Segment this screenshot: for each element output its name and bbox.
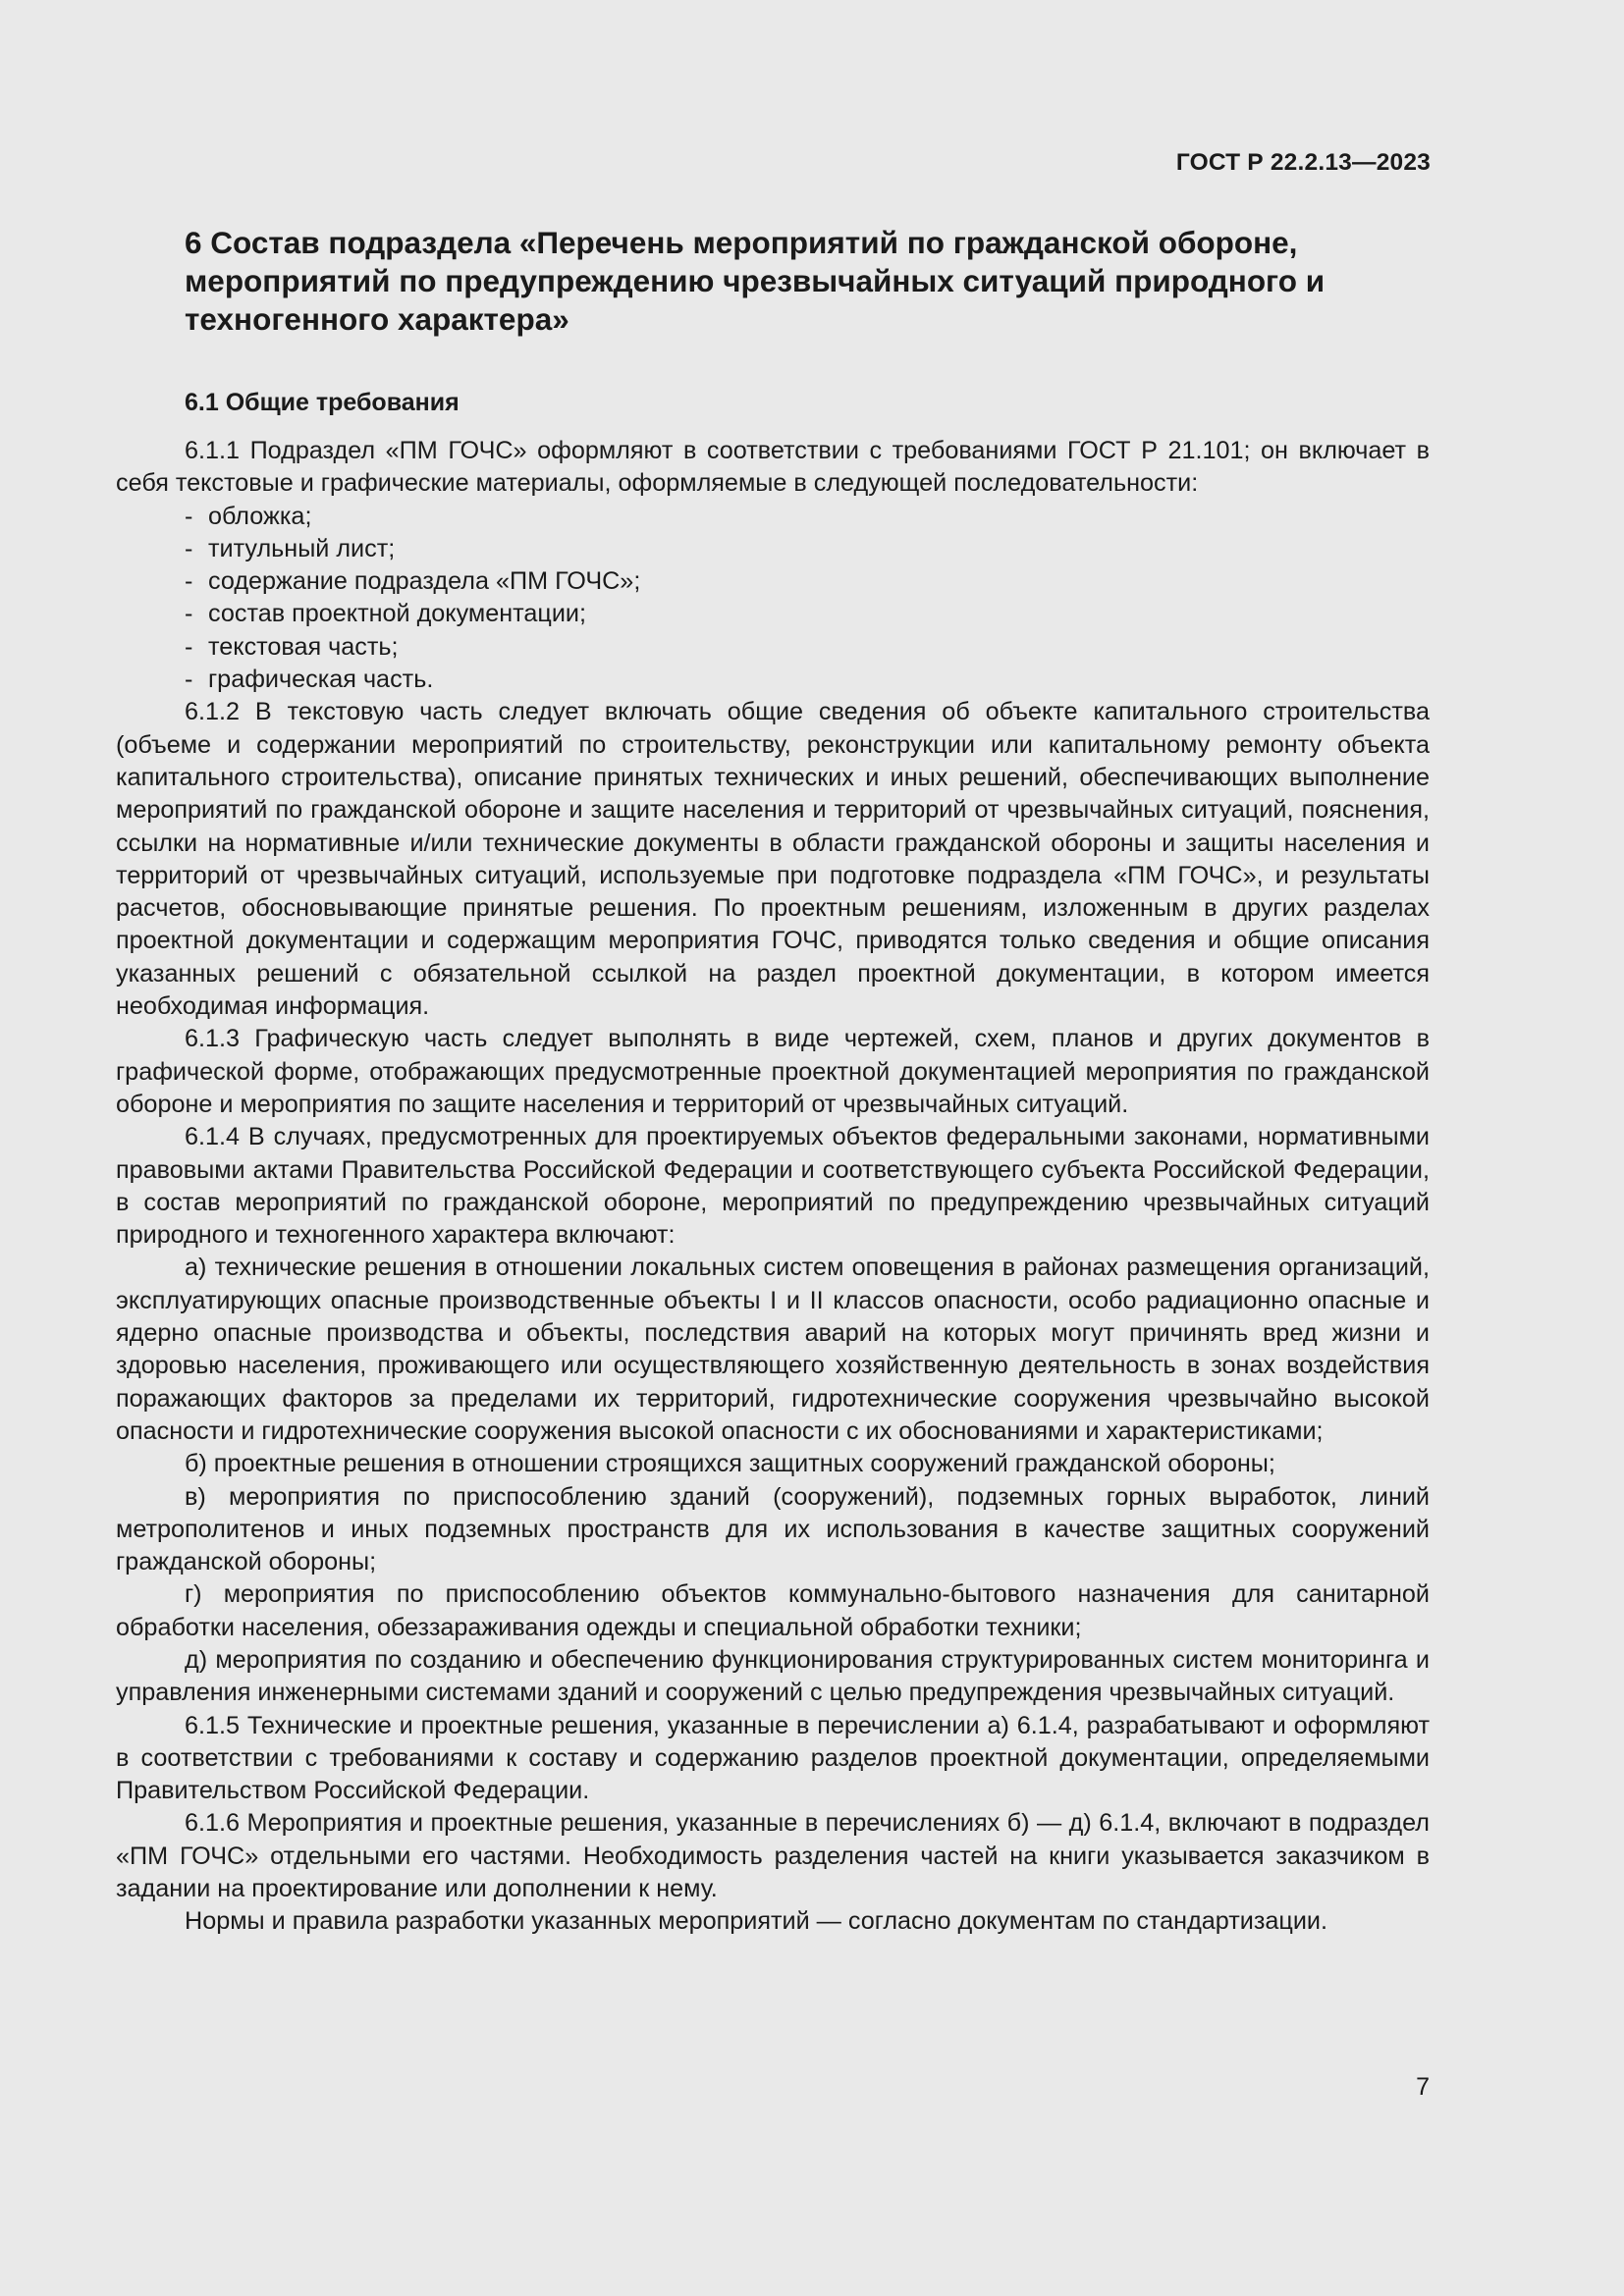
list-item: - обложка;: [185, 501, 1430, 533]
paragraph-6-1-6: 6.1.6 Мероприятия и проектные решения, указанные в перечислениях б) — д) 6.1.4, включают в подраздел «ПМ ГОЧС» отдельными его частями. Необходимость разделения частей на книги указывается заказчиком в задании на проектирование или дополнении к нему.: [116, 1809, 1430, 1903]
paragraph-6-1-2: 6.1.2 В текстовую часть следует включать общие сведения об объекте капитального строительства (объеме и содержании мероприятий по строительству, реконструкции или капитальному ремонту объекта капитального строительства), описание принятых технических и иных решений, обеспечивающих выполнение мероприятий по гражданской обороне и защите населения и территорий от чрезвычайных ситуаций, пояснения, ссылки на нормативные и/или технические документы в области гражданской обороны и защиты населения и территорий от чрезвычайных ситуаций, используемые при подготовке подраздела «ПМ ГОЧС», и результаты расчетов, обосновывающие принятые решения. По проектным решениям, изложенным в других разделах проектной документации и содержащим мероприятия ГОЧС, приводятся только сведения и общие описания указанных решений с обязательной ссылкой на раздел проектной документации, в котором имеется необходимая информация.: [116, 698, 1430, 1021]
list-item: - содержание подраздела «ПМ ГОЧС»;: [185, 565, 1430, 598]
list-item: - состав проектной документации;: [185, 598, 1430, 630]
materials-list: [116, 501, 1430, 697]
page-number: 7: [1416, 2073, 1430, 2101]
paragraph-6-1-1: 6.1.1 Подраздел «ПМ ГОЧС» оформляют в соответствии с требованиями ГОСТ Р 21.101; он включает в себя текстовые и графические материалы, оформляемые в следующей последовательности:: [116, 437, 1430, 498]
paragraph-6-1-4-g: г) мероприятия по приспособлению объектов коммунально-бытового назначения для санитарной обработки населения, обеззараживания одежды и специальной обработки техники;: [116, 1580, 1430, 1641]
paragraph-6-1-4-d: д) мероприятия по созданию и обеспечению функционирования структурированных систем мониторинга и управления инженерными системами зданий и сооружений с целью предупреждения чрезвычайных ситуаций.: [116, 1645, 1430, 1707]
paragraph-6-1-4-a: а) технические решения в отношении локальных систем оповещения в районах размещения организаций, эксплуатирующих опасные производственные объекты I и II классов опасности, особо радиационно опасные и ядерно опасные производства и объекты, последствия аварий на которых могут причинять вред жизни и здоровью населения, проживающего или осуществляющего хозяйственную деятельность в зонах воздействия поражающих факторов за пределами их территорий, гидротехнические сооружения чрезвычайно высокой опасности и гидротехнические сооружения высокой опасности с их обоснованиями и характеристиками;: [116, 1254, 1430, 1445]
list-item: - графическая часть.: [185, 664, 1430, 696]
paragraph-6-1-4-b: б) проектные решения в отношении строящихся защитных сооружений гражданской обороны;: [185, 1450, 1275, 1478]
paragraph-norms: Нормы и правила разработки указанных мероприятий — согласно документам по стандартизации.: [185, 1907, 1327, 1936]
list-item: - текстовая часть;: [185, 631, 1430, 664]
paragraph-6-1-4-v: в) мероприятия по приспособлению зданий (сооружений), подземных горных выработок, линий метрополитенов и иных подземных пространств для их использования в качестве защитных сооружений гражданской обороны;: [116, 1482, 1430, 1576]
document-code: ГОСТ Р 22.2.13—2023: [1175, 149, 1431, 176]
paragraph-6-1-4: 6.1.4 В случаях, предусмотренных для проектируемых объектов федеральными законами, нормативными правовыми актами Правительства Российской Федерации и соответствующего субъекта Российской Федерации, в состав мероприятий по гражданской обороне, мероприятий по предупреждению чрезвычайных ситуаций природного и техногенного характера включают:: [116, 1123, 1430, 1250]
list-item: - титульный лист;: [185, 533, 1430, 565]
subsection-title: 6.1 Общие требования: [185, 389, 460, 416]
paragraph-6-1-3: 6.1.3 Графическую часть следует выполнять в виде чертежей, схем, планов и других документов в графической форме, отображающих предусмотренные проектной документацией мероприятия по гражданской обороне и мероприятия по защите населения и территорий от чрезвычайных ситуаций.: [116, 1025, 1430, 1118]
body-text: [116, 435, 1430, 1939]
paragraph-6-1-5: 6.1.5 Технические и проектные решения, указанные в перечислении а) 6.1.4, разрабатывают и оформляют в соответствии с требованиями к составу и содержанию разделов проектной документации, определяемыми Правительством Российской Федерации.: [116, 1711, 1430, 1805]
section-title: 6 Состав подраздела «Перечень мероприятий по гражданской обороне, мероприятий по предупреждению чрезвычайных ситуаций природного и техногенного характера»: [185, 225, 1326, 337]
